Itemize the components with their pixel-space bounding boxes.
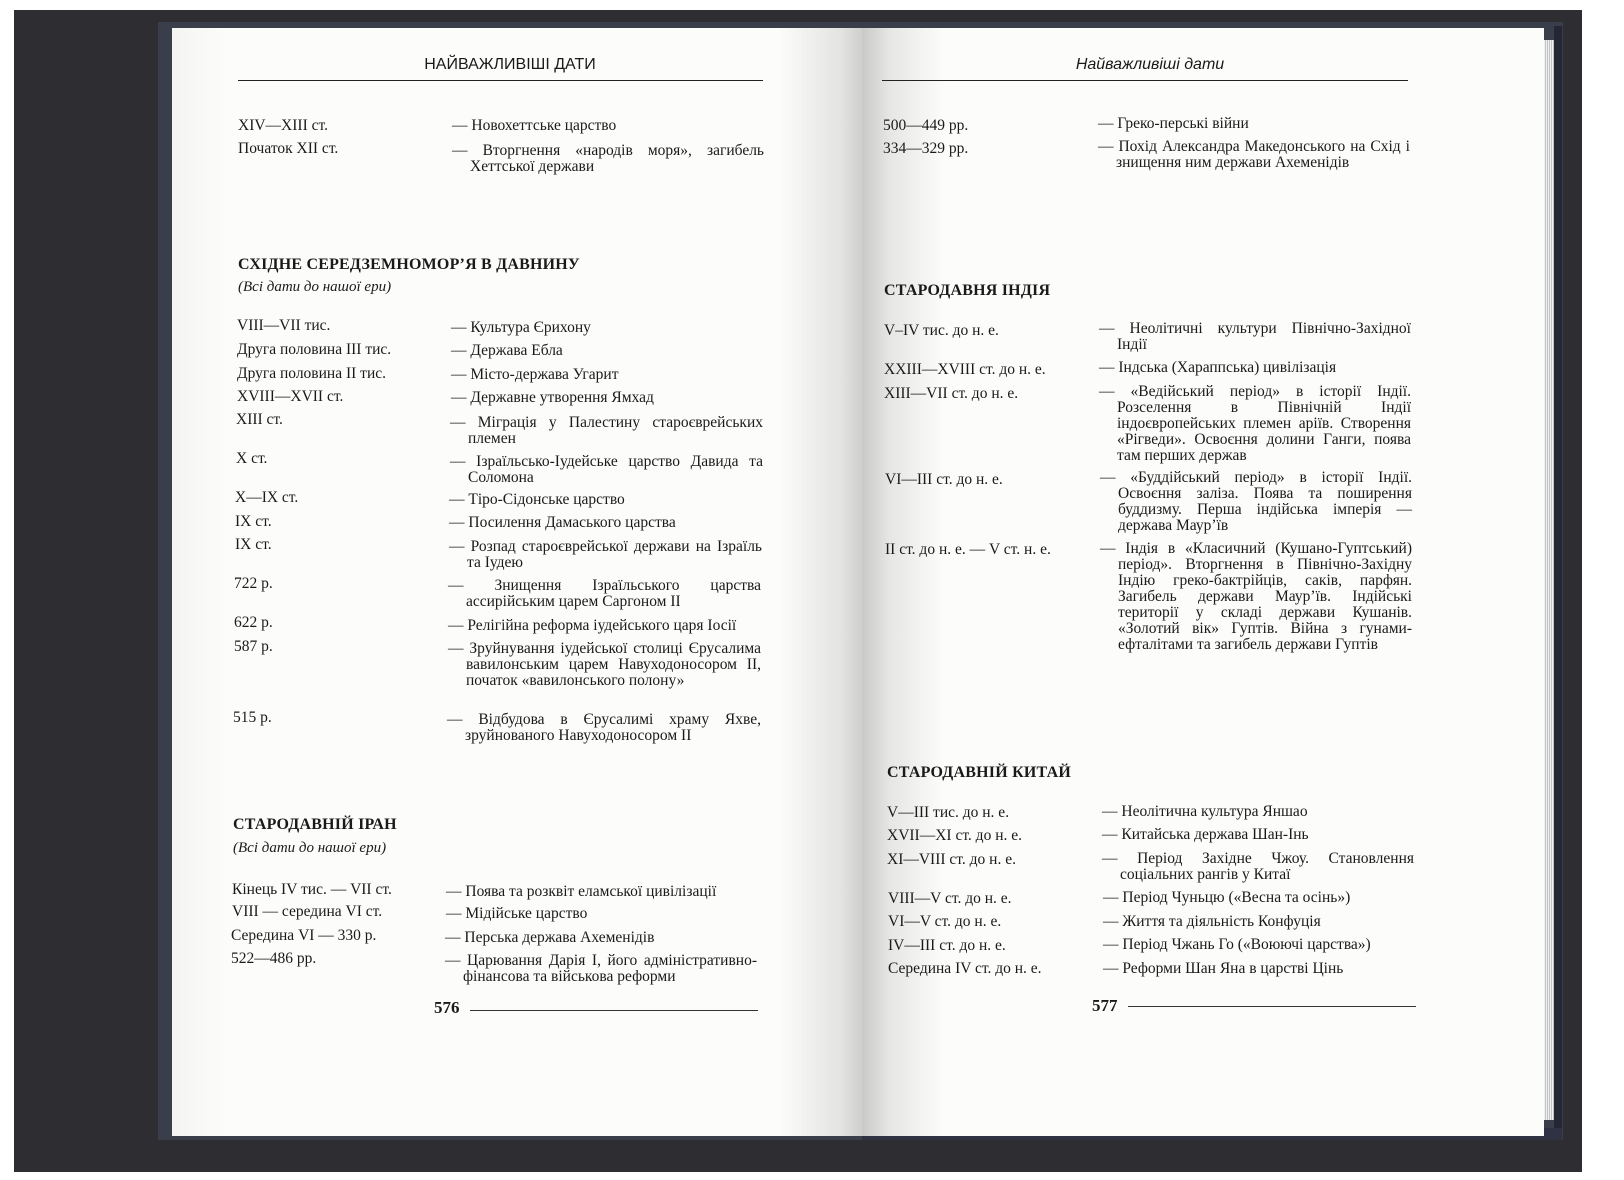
event-cell: — Ізраїльсько-Іудейське царство Давида та Соломона bbox=[450, 453, 763, 486]
date-cell: XI—VIII ст. до н. е. bbox=[887, 851, 1016, 868]
event-cell: — Релігійна реформа іудейського царя Іосії bbox=[448, 617, 737, 634]
date-cell: XVIII—XVII ст. bbox=[237, 388, 344, 405]
event-cell: — Знищення Ізраїльського царства ассирійським царем Саргоном II bbox=[448, 577, 761, 610]
event-cell: — Похід Александра Македонського на Схід і знищення ним держави Ахеменідів bbox=[1098, 138, 1410, 171]
event-cell: — Китайська держава Шан-Інь bbox=[1102, 826, 1309, 843]
date-cell: 500—449 рр. bbox=[883, 117, 969, 134]
event-cell: — Реформи Шан Яна в царстві Цінь bbox=[1103, 960, 1344, 977]
left-header-rule bbox=[238, 80, 763, 81]
date-cell: X ст. bbox=[236, 450, 268, 467]
date-cell: IV—III ст. до н. е. bbox=[888, 937, 1006, 954]
footer-rule bbox=[470, 1010, 758, 1011]
date-cell: VI—V ст. до н. е. bbox=[888, 913, 1002, 930]
section-title: СТАРОДАВНЯ ІНДІЯ bbox=[884, 282, 1051, 299]
event-cell: — Відбудова в Єрусалимі храму Яхве, зруйнованого Навуходоносором II bbox=[447, 711, 761, 744]
date-cell: VIII — середина VI ст. bbox=[232, 903, 383, 920]
event-cell: — Індська (Хараппська) цивілізація bbox=[1099, 359, 1337, 376]
date-cell: V—III тис. до н. е. bbox=[887, 804, 1010, 821]
date-cell: VIII—V ст. до н. е. bbox=[888, 890, 1012, 907]
event-cell: — Посилення Дамаського царства bbox=[449, 514, 676, 531]
date-cell: Початок XII ст. bbox=[238, 140, 339, 157]
event-cell: — Царювання Дарія I, його адміністративно-фінансова та військова реформи bbox=[445, 952, 757, 985]
date-cell: 722 р. bbox=[234, 575, 273, 592]
date-cell: Друга половина II тис. bbox=[237, 365, 386, 382]
event-cell: — Період Чуньцю («Весна та осінь») bbox=[1103, 889, 1351, 906]
page-edges bbox=[1544, 40, 1554, 1120]
event-cell: — Поява та розквіт еламської цивілізації bbox=[446, 883, 717, 900]
date-cell: 622 р. bbox=[234, 614, 273, 631]
date-cell: Кінець IV тис. — VII ст. bbox=[232, 881, 392, 898]
page-number: 577 bbox=[1092, 996, 1118, 1015]
event-cell: — Греко-перські війни bbox=[1098, 115, 1249, 132]
date-cell: Друга половина III тис. bbox=[237, 341, 392, 358]
book-cover-edge bbox=[1554, 26, 1562, 1138]
event-cell: — Зруйнування іудейської столиці Єрусалима вавилонським царем Навуходоносором II, початок «вавилонського полону» bbox=[448, 640, 761, 689]
event-cell: — Міграція у Палестину староєврейських племен bbox=[450, 414, 763, 447]
event-cell: — Розпад староєврейської держави на Ізраїль та Іудею bbox=[449, 538, 762, 571]
section-title: СТАРОДАВНІЙ КИТАЙ bbox=[887, 764, 1071, 781]
event-cell: — Перська держава Ахеменідів bbox=[445, 929, 655, 946]
event-cell: — Місто-держава Угарит bbox=[451, 366, 619, 383]
event-cell: — Культура Єрихону bbox=[451, 319, 591, 336]
event-cell: — Неолітичні культури Північно-Західної Індії bbox=[1099, 320, 1411, 353]
date-cell: XIII ст. bbox=[236, 411, 283, 428]
event-cell: — Вторгнення «народів моря», загибель Хеттської держави bbox=[452, 142, 764, 175]
section-title: СТАРОДАВНІЙ ІРАН bbox=[233, 816, 397, 833]
event-cell: — Мідійське царство bbox=[446, 905, 588, 922]
date-cell: VIII—VII тис. bbox=[237, 317, 331, 334]
event-cell: — «Ведійський період» в історії Індії. Розселення в Північній Індії індоєвропейських племен аріїв. Створення «Рігведи». Освоєння долини Ганги, поява там перших держав bbox=[1099, 383, 1411, 464]
date-cell: 334—329 рр. bbox=[883, 140, 969, 157]
date-cell: 522—486 рр. bbox=[231, 950, 317, 967]
date-cell: IX ст. bbox=[235, 536, 272, 553]
date-cell: 515 р. bbox=[233, 709, 272, 726]
footer-rule bbox=[1128, 1006, 1416, 1007]
date-cell: V–IV тис. до н. е. bbox=[884, 322, 999, 339]
date-cell: XIII—VII ст. до н. е. bbox=[884, 385, 1019, 402]
event-cell: — Період Чжань Го («Воюючі царства») bbox=[1103, 936, 1371, 953]
date-cell: II ст. до н. е. — V ст. н. е. bbox=[885, 541, 1051, 558]
event-cell: — Тіро-Сідонське царство bbox=[449, 491, 625, 508]
event-cell: — Індія в «Класичний (Кушано-Гуптський) період». Вторгнення в Північно-Західну Індію греко-бактрійців, саків, парфян. Загибель держави Маур’їв. Індійські території у складі держави Кушанів. «Золотий вік» Гуптів. Війна з гунами-ефталітами та загибель держави Гуптів bbox=[1100, 540, 1412, 653]
event-cell: — Життя та діяльність Конфуція bbox=[1103, 913, 1321, 930]
section-title: СХІДНЕ СЕРЕДЗЕМНОМОР’Я В ДАВНИНУ bbox=[238, 256, 580, 273]
date-cell: X—IX ст. bbox=[235, 489, 299, 506]
right-header-rule bbox=[882, 80, 1408, 81]
date-cell: 587 р. bbox=[234, 638, 273, 655]
date-cell: XIV—XIII ст. bbox=[238, 117, 328, 134]
event-cell: — Держава Ебла bbox=[451, 342, 563, 359]
page-number: 576 bbox=[434, 998, 460, 1017]
date-cell: Середина IV ст. до н. е. bbox=[888, 960, 1042, 977]
section-note: (Всі дати до нашої ери) bbox=[238, 279, 392, 295]
event-cell: — Новохеттське царство bbox=[452, 117, 617, 134]
date-cell: Середина VI — 330 р. bbox=[231, 927, 377, 944]
event-cell: — Неолітична культура Яншао bbox=[1102, 803, 1308, 820]
date-cell: VI—III ст. до н. е. bbox=[885, 471, 1003, 488]
right-running-header: Найважливіші дати bbox=[1075, 56, 1225, 73]
date-cell: XVII—XI ст. до н. е. bbox=[887, 827, 1022, 844]
date-cell: XXIII—XVIII ст. до н. е. bbox=[884, 361, 1046, 378]
event-cell: — Період Західне Чжоу. Становлення соціальних рангів у Китаї bbox=[1102, 850, 1414, 883]
event-cell: — «Буддійський період» в історії Індії. Освоєння заліза. Поява та поширення буддизму. Перша індійська імперія — держава Маур’їв bbox=[1100, 469, 1412, 534]
event-cell: — Державне утворення Ямхад bbox=[451, 389, 654, 406]
date-cell: IX ст. bbox=[235, 513, 272, 530]
left-running-header: НАЙВАЖЛИВІШІ ДАТИ bbox=[424, 56, 596, 73]
section-note: (Всі дати до нашої ери) bbox=[233, 840, 387, 856]
